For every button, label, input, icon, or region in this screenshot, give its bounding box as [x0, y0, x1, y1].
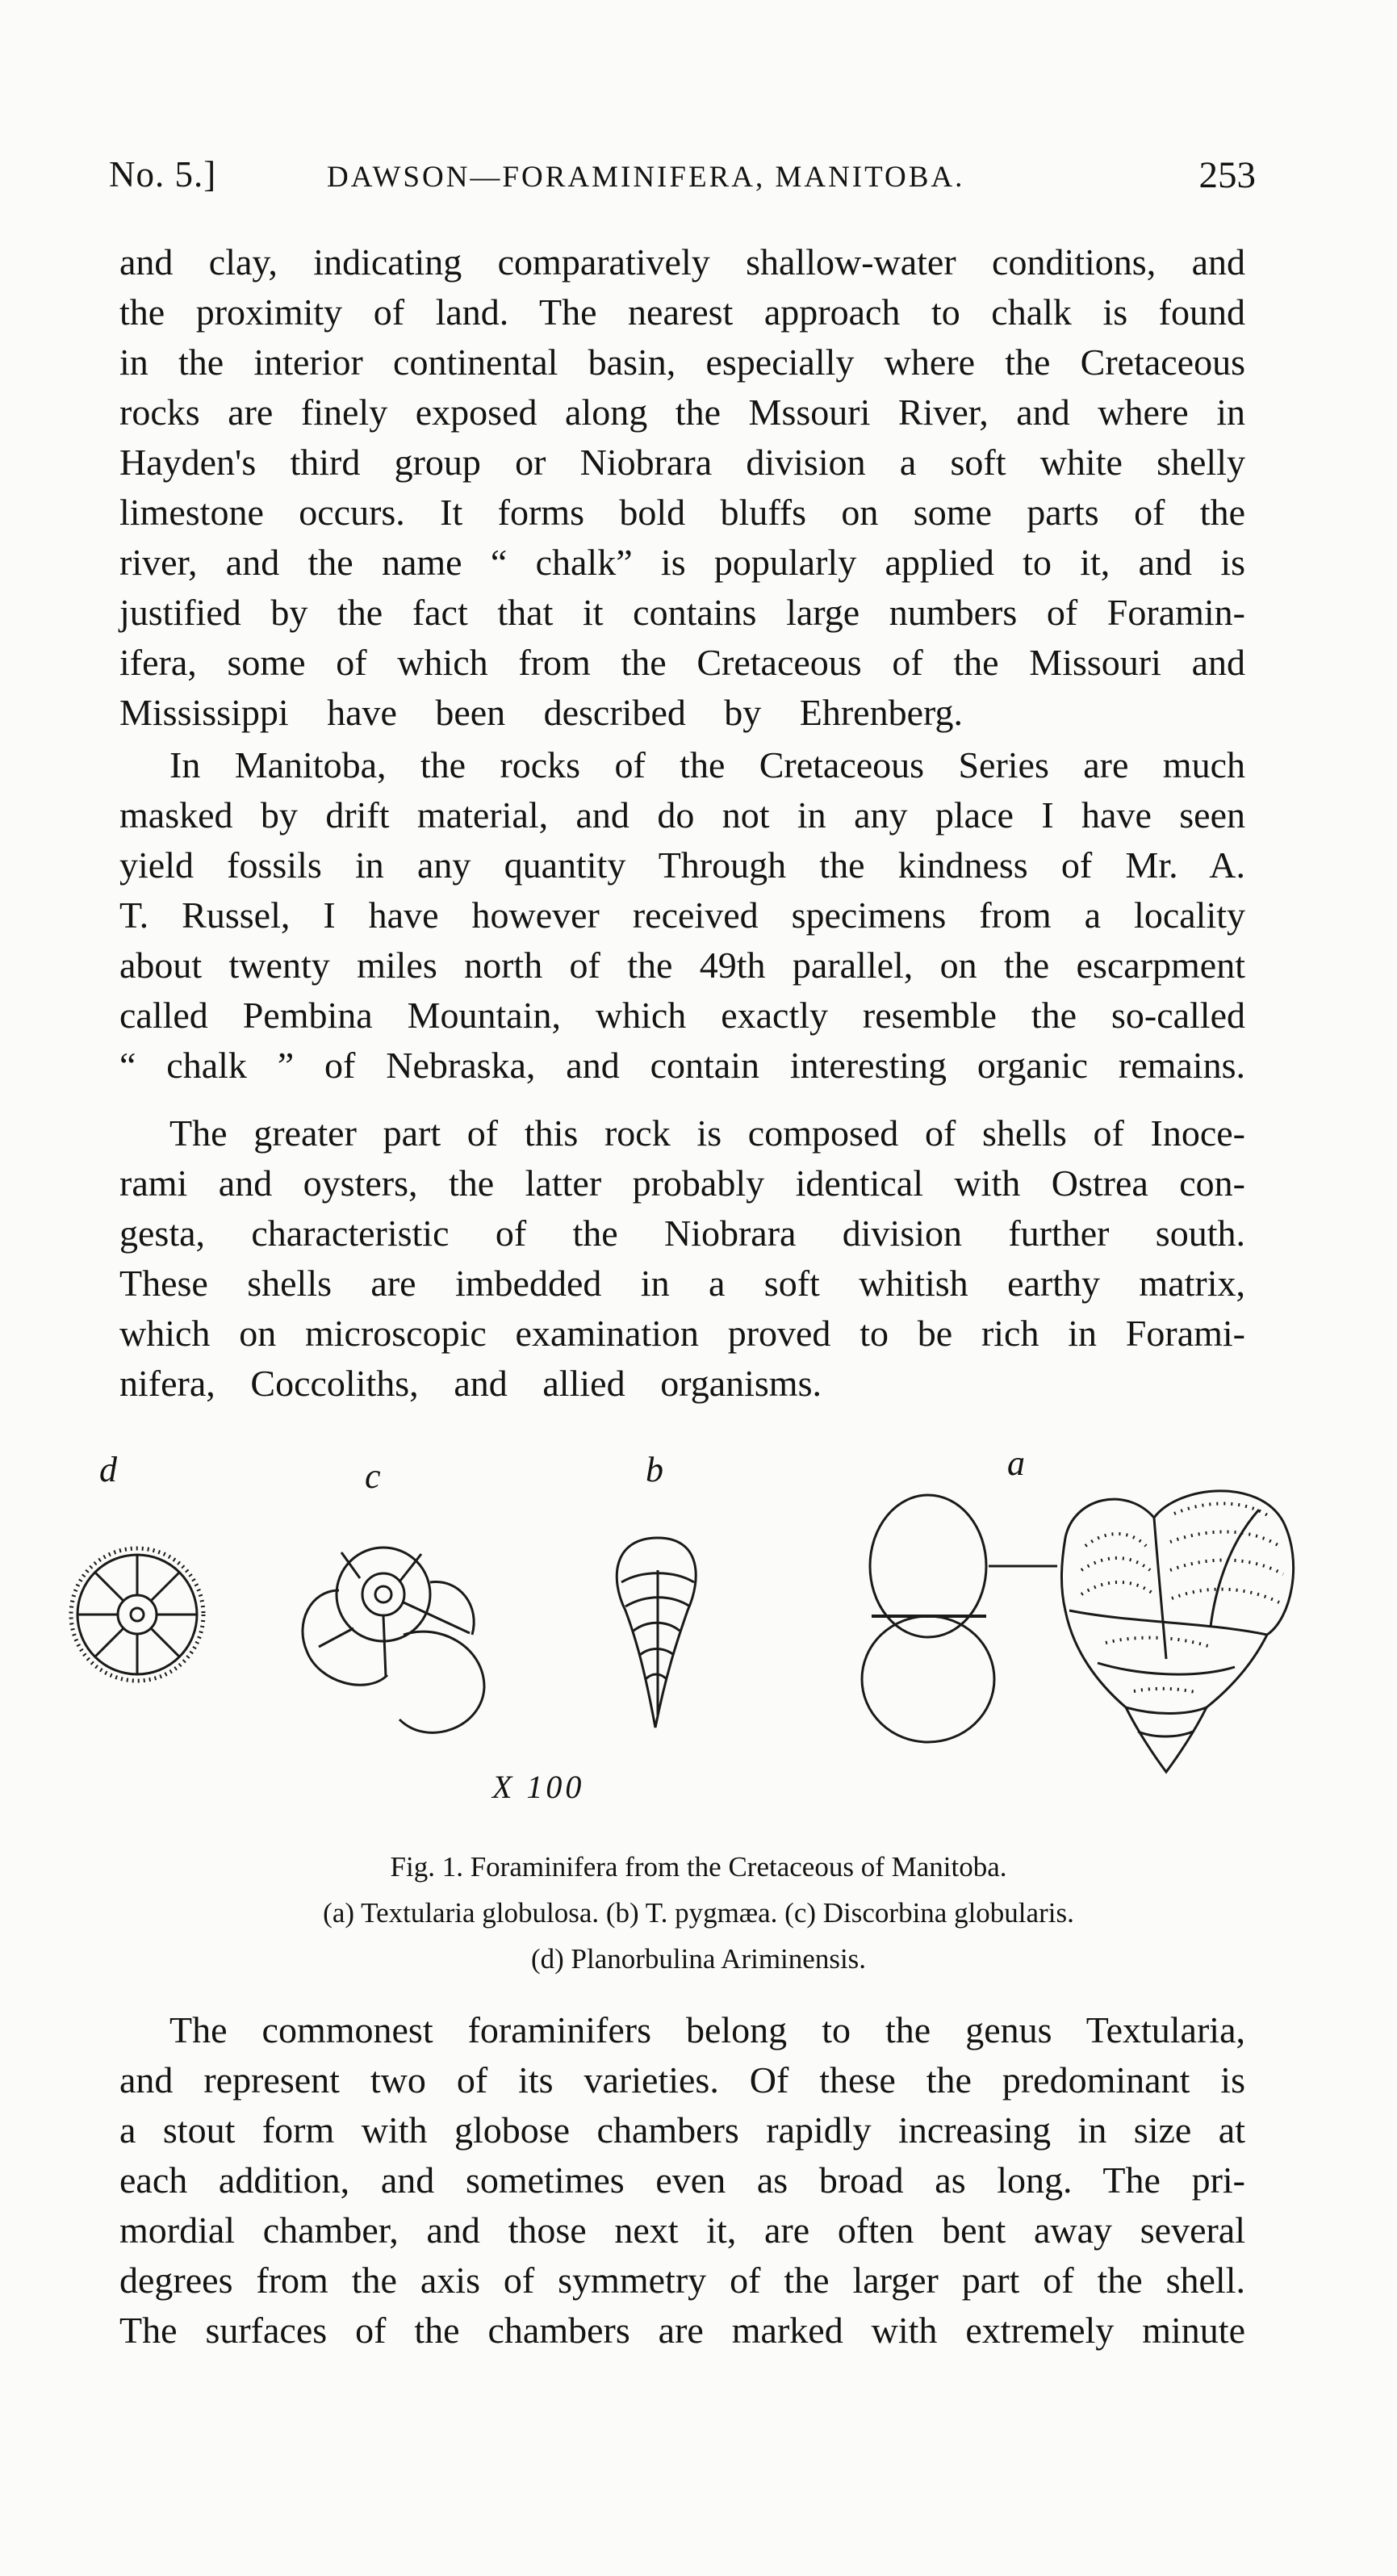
text-line: justified by the fact that it contains large numbers of Foramin-: [119, 592, 1245, 633]
text-line: In Manitoba, the rocks of the Cretaceous Series are much: [169, 744, 1245, 785]
text-line: yield fossils in any quantity Through the kindness of Mr. A.: [119, 844, 1245, 886]
text-line: These shells are imbedded in a soft whitish earthy matrix,: [119, 1263, 1245, 1304]
text-line: a stout form with globose chambers rapidly increasing in size at: [119, 2109, 1245, 2151]
text-line: degrees from the axis of symmetry of the larger part of the shell.: [119, 2260, 1245, 2301]
running-header: [109, 153, 1256, 210]
text-line: Mississippi have been described by Ehrenberg.: [119, 692, 963, 733]
specimen-c-drawing: [303, 1548, 484, 1732]
text-line: The commonest foraminifers belong to the genus Textularia,: [169, 2009, 1245, 2050]
text-line: The surfaces of the chambers are marked with extremely minute: [119, 2310, 1245, 2351]
figure-label-a: a: [1007, 1443, 1025, 1483]
text-line: rocks are finely exposed along the Mssouri River, and where in: [119, 392, 1245, 433]
text-line: about twenty miles north of the 49th parallel, on the escarpment: [119, 945, 1245, 986]
text-line: masked by drift material, and do not in any place I have seen: [119, 794, 1245, 836]
specimen-b-drawing: [617, 1538, 696, 1728]
text-line: river, and the name “ chalk” is popularly applied to it, and is: [119, 542, 1245, 583]
text-line: mordial chamber, and those next it, are often bent away several: [119, 2209, 1245, 2251]
figure-label-b: b: [646, 1450, 663, 1489]
figure-drawings: [0, 1449, 1397, 1837]
text-line: each addition, and sometimes even as broad as long. The pri-: [119, 2159, 1245, 2201]
text-line: called Pembina Mountain, which exactly resemble the so-called: [119, 995, 1245, 1036]
magnification-label: X 100: [492, 1769, 585, 1805]
specimen-d-drawing: [71, 1548, 203, 1681]
figure-caption-species-d: (d) Planorbulina Ariminensis.: [530, 1943, 867, 1975]
text-line: which on microscopic examination proved to be rich in Forami-: [119, 1313, 1245, 1354]
text-line: gesta, characteristic of the Niobrara division further south.: [119, 1213, 1245, 1254]
text-line: rami and oysters, the latter probably identical with Ostrea con-: [119, 1162, 1245, 1204]
text-line: ifera, some of which from the Cretaceous of the Missouri and: [119, 642, 1245, 683]
text-line: the proximity of land. The nearest approach to chalk is found: [119, 291, 1245, 333]
text-line: nifera, Coccoliths, and allied organisms.: [119, 1363, 822, 1404]
text-line: in the interior continental basin, especially where the Cretaceous: [119, 341, 1245, 383]
figure-label-d: d: [99, 1450, 117, 1489]
text-line: Hayden's third group or Niobrara division a soft white shelly: [119, 442, 1245, 483]
figure-foraminifera: [0, 1443, 1397, 1837]
text-line: The greater part of this rock is composed of shells of Inoce-: [169, 1112, 1245, 1154]
figure-caption-species: (a) Textularia globulosa. (b) T. pygmæa. (c) Discorbina globularis.: [323, 1897, 1074, 1929]
running-title: DAWSON—FORAMINIFERA, MANITOBA.: [327, 161, 965, 194]
text-line: and represent two of its varieties. Of these the predominant is: [119, 2059, 1245, 2101]
page-number: 253: [1198, 154, 1256, 196]
text-line: T. Russel, I have however received specimens from a locality: [119, 894, 1245, 936]
specimen-a-side-drawing: [862, 1495, 1057, 1742]
text-line: “ chalk ” of Nebraska, and contain interesting organic remains.: [119, 1045, 1245, 1086]
text-line: and clay, indicating comparatively shallow-water conditions, and: [119, 241, 1245, 283]
figure-label-c: c: [365, 1456, 381, 1496]
issue-number: No. 5.]: [109, 154, 217, 195]
specimen-a-front-drawing: [1061, 1491, 1293, 1772]
text-line: limestone occurs. It forms bold bluffs on some parts of the: [119, 492, 1245, 533]
figure-caption-title: Fig. 1. Foraminifera from the Cretaceous of Manitoba.: [390, 1851, 1007, 1883]
